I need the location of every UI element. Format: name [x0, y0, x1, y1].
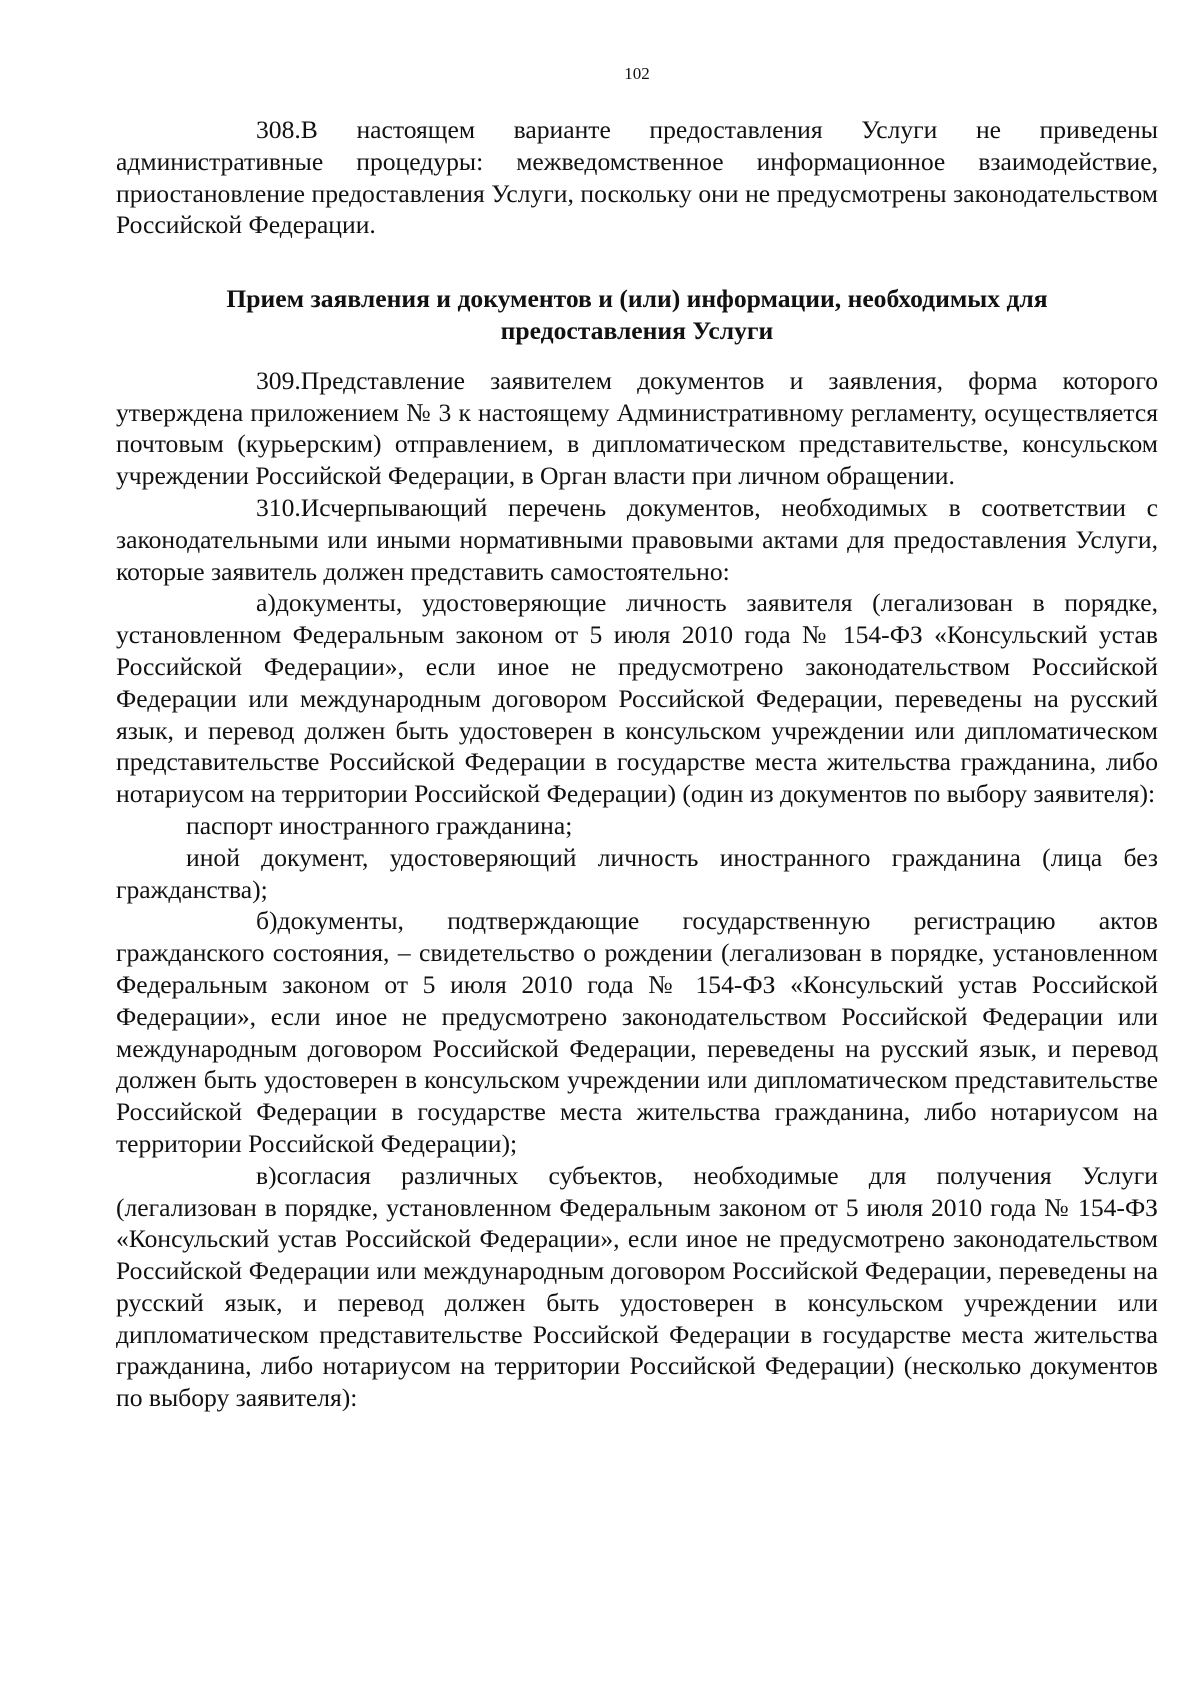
list-item-letter: а): [256, 588, 276, 618]
paragraph-text: В настоящем варианте предоставления Услуги не приведены административные процедуры: межведомственное информационное взаимодействие, приостановление предоставления Услуги, поскольку они не предусмотрены законодательством Российской Федерации.: [116, 115, 1158, 240]
list-subitem-other-id: иной документ, удостоверяющий личность иностранного гражданина (лица без гражданства);: [116, 842, 1158, 904]
list-subitem-passport: паспорт иностранного гражданина;: [186, 810, 573, 840]
paragraph-text: Исчерпывающий перечень документов, необходимых в соответствии с законодательными или иными нормативными правовыми актами для предоставления Услуги, которые заявитель должен представить самостоятельно:: [116, 492, 1158, 586]
section-heading: [116, 283, 1158, 347]
paragraph-number: 310.: [256, 492, 301, 522]
list-item-v: [116, 1160, 1158, 1414]
paragraph-310: [116, 492, 1158, 587]
document-page: [116, 62, 1158, 1414]
list-item-b: [116, 905, 1158, 1159]
list-item-a: [116, 587, 1158, 810]
paragraph-309: [116, 365, 1158, 492]
paragraph-number: 308.: [256, 115, 301, 144]
list-item-text: согласия различных субъектов, необходимые для получения Услуги (легализован в порядке, установленном Федеральным законом от 5 июля 2010 года № 154-ФЗ «Консульский устав Российской Федерации», если иное не предусмотрено законодательством Российской Федерации или международным договором Российской Федерации, переведены на русский язык, и перевод должен быть удостоверен в консульском учреждении или дипломатическом представительстве Российской Федерации в государстве места жительства гражданина, либо нотариусом на территории Российской Федерации) (несколько документов по выбору заявителя):: [116, 1160, 1158, 1413]
paragraph-number: 309.: [256, 365, 301, 395]
heading-line-2: предоставления Услуги: [500, 315, 774, 345]
list-item-letter: б): [256, 906, 278, 936]
paragraph-text: Представление заявителем документов и заявления, форма которого утверждена приложением № 3 к настоящему Административному регламенту, осуществляется почтовым (курьерским) отправлением, в дипломатическом представительстве, консульском учреждении Российской Федерации, в Орган власти при личном обращении.: [116, 365, 1158, 491]
list-item-text: документы, удостоверяющие личность заявителя (легализован в порядке, установленном Федеральным законом от 5 июля 2010 года № 154-ФЗ «Консульский устав Российской Федерации», если иное не предусмотрено законодательством Российской Федерации или международным договором Российской Федерации, переведены на русский язык, и перевод должен быть удостоверен в консульском учреждении или дипломатическом представительстве Российской Федерации в государстве места жительства гражданина, либо нотариусом на территории Российской Федерации) (один из документов по выбору заявителя):: [116, 588, 1158, 809]
paragraph-308: [116, 114, 1158, 241]
heading-line-1: Прием заявления и документов и (или) информации, необходимых для: [226, 284, 1048, 314]
list-item-text: документы, подтверждающие государственную регистрацию актов гражданского состояния, – свидетельство о рождении (легализован в порядке, установленном Федеральным законом от 5 июля 2010 года № 154-ФЗ «Консульский устав Российской Федерации», если иное не предусмотрено законодательством Российской Федерации или международным договором Российской Федерации, переведены на русский язык, и перевод должен быть удостоверен в консульском учреждении или дипломатическом представительстве Российской Федерации в государстве места жительства гражданина, либо нотариусом на территории Российской Федерации);: [116, 906, 1158, 1158]
list-item-letter: в): [256, 1160, 277, 1190]
page-number: 102: [624, 64, 650, 83]
